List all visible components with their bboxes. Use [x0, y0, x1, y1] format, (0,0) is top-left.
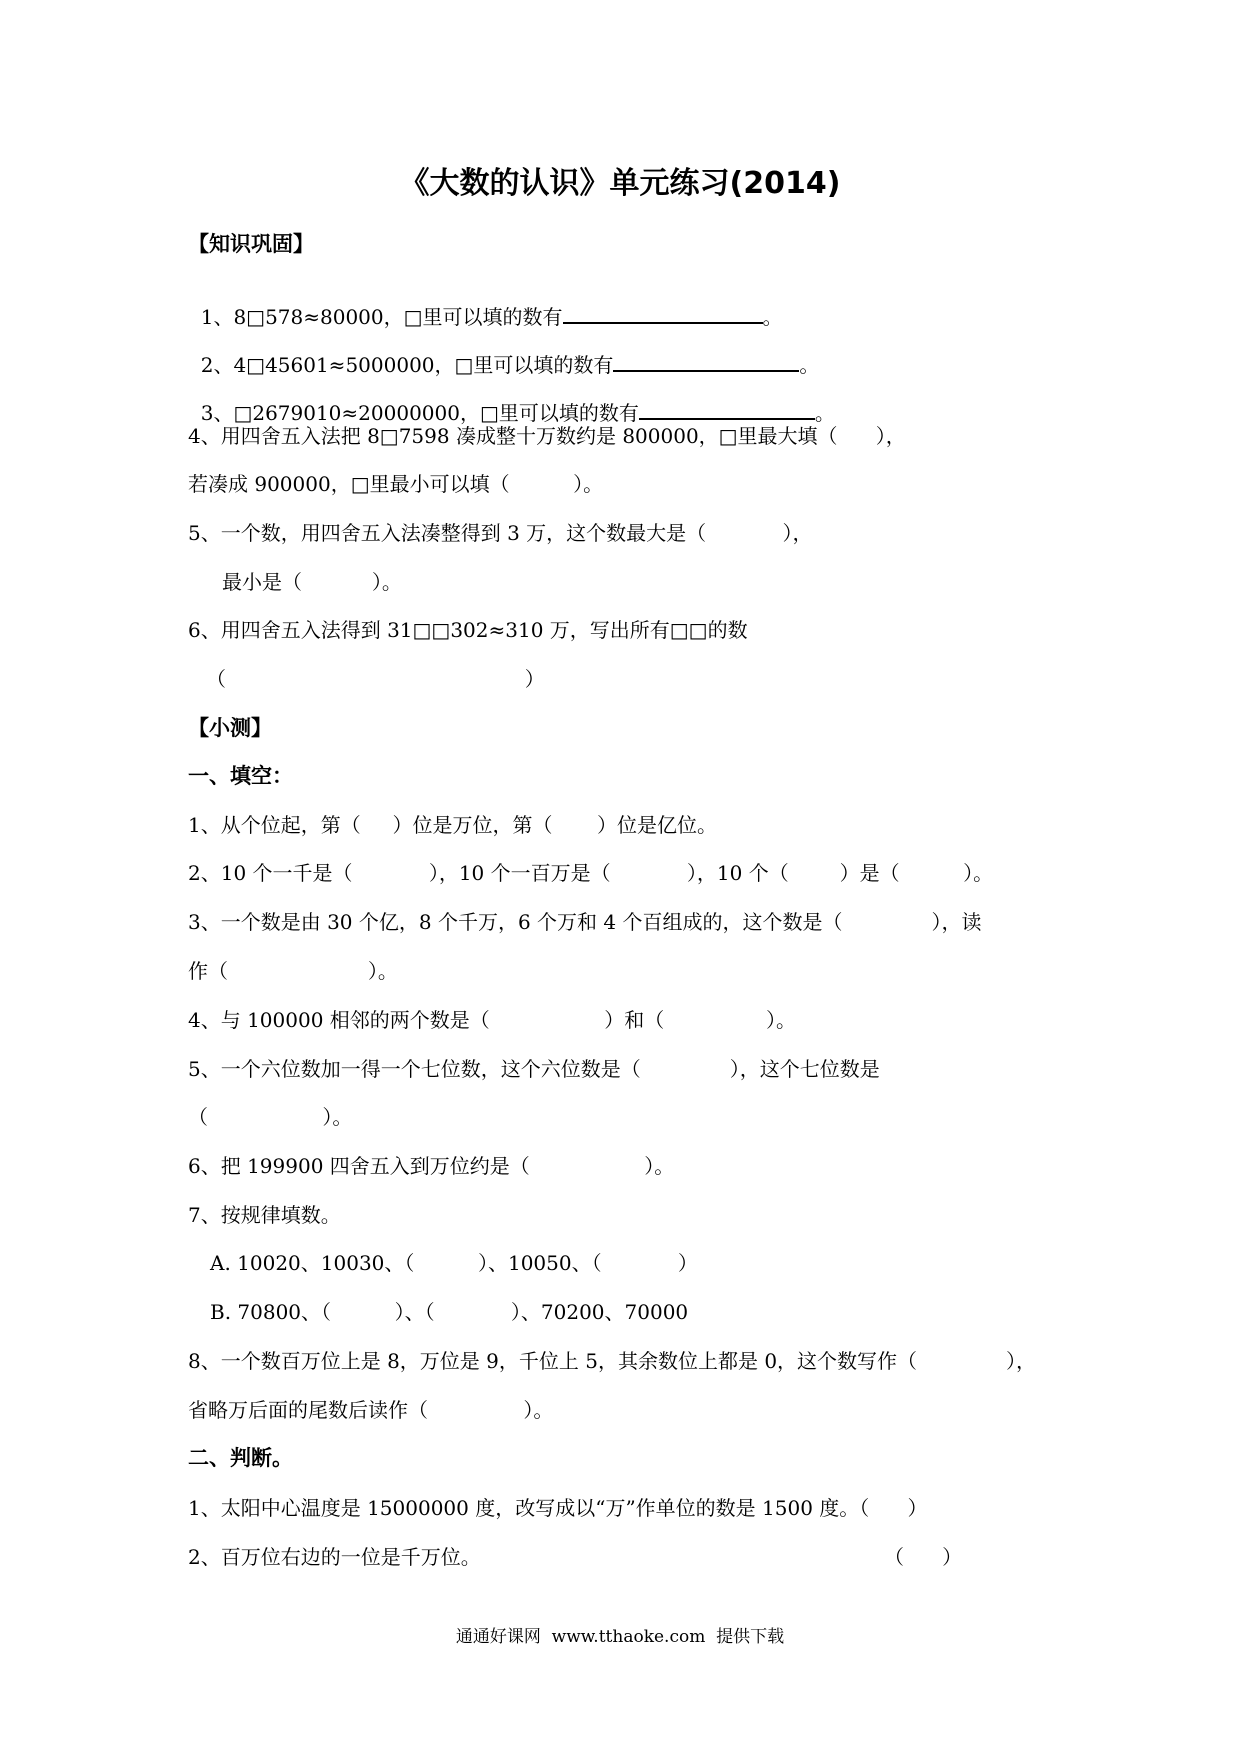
answer-blank[interactable]	[563, 302, 763, 324]
question-review-1	[188, 278, 783, 329]
question-text: 2、4□45601≈5000000，□里可以填的数有	[200, 353, 614, 377]
section-heading-review: 【知识巩固】	[188, 232, 314, 256]
footer-credit: 通通好课网 www.tthaoke.com 提供下载	[455, 1627, 785, 1647]
question-fill-8-line2: 省略万后面的尾数后读作（ ）。	[188, 1398, 554, 1422]
question-judge-1: 1、太阳中心温度是 15000000 度，改写成以“万”作单位的数是 1500 度。（ ）	[188, 1496, 928, 1520]
answer-blank[interactable]	[613, 350, 799, 372]
part-heading-judge: 二、判断。	[188, 1446, 293, 1470]
question-review-4-line2: 若凑成 900000，□里最小可以填（ ）。	[188, 472, 604, 496]
question-review-6-line2: （ ）	[206, 667, 545, 691]
question-fill-5-line1: 5、一个六位数加一得一个七位数，这个六位数是（ ），这个七位数是	[188, 1057, 880, 1081]
question-fill-1: 1、从个位起，第（ ）位是万位，第（ ）位是亿位。	[188, 813, 718, 837]
question-tail: 。	[799, 353, 820, 377]
question-review-6-line1: 6、用四舍五入法得到 31□□302≈310 万，写出所有□□的数	[188, 618, 748, 642]
question-fill-8-line1: 8、一个数百万位上是 8，万位是 9，千位上 5，其余数位上都是 0，这个数写作（ ），	[188, 1349, 1037, 1373]
question-review-5-line1: 5、一个数，用四舍五入法凑整得到 3 万，这个数最大是（ ），	[188, 521, 813, 545]
question-review-5-line2: 最小是（ ）。	[222, 570, 402, 594]
answer-blank[interactable]	[639, 398, 815, 420]
question-review-4-line1: 4、用四舍五入法把 8□7598 凑成整十万数约是 800000，□里最大填（ ），	[188, 424, 906, 448]
question-fill-6: 6、把 199900 四舍五入到万位约是（ ）。	[188, 1154, 675, 1178]
question-tail: 。	[814, 401, 835, 425]
question-fill-4: 4、与 100000 相邻的两个数是（ ）和（ ）。	[188, 1008, 796, 1032]
question-text: 1、8□578≈80000，□里可以填的数有	[200, 305, 563, 329]
question-review-3	[188, 374, 835, 425]
part-heading-fill: 一、填空：	[188, 764, 293, 788]
question-fill-7b: B. 70800、（ ）、（ ）、70200、70000	[210, 1300, 689, 1324]
question-fill-7a: A. 10020、10030、（ ）、10050、（ ）	[210, 1251, 698, 1275]
judge-answer-paren[interactable]: （ ）	[884, 1545, 963, 1569]
question-tail: 。	[762, 305, 783, 329]
question-judge-2: 2、百万位右边的一位是千万位。	[188, 1545, 481, 1569]
question-fill-3-line1: 3、一个数是由 30 个亿，8 个千万，6 个万和 4 个百组成的，这个数是（ ），读	[188, 910, 982, 934]
question-fill-3-line2: 作（ ）。	[188, 959, 398, 983]
section-heading-test: 【小测】	[188, 716, 272, 740]
page-title: 《大数的认识》单元练习(2014)	[399, 166, 841, 201]
question-review-2	[188, 326, 819, 377]
question-fill-7: 7、按规律填数。	[188, 1203, 341, 1227]
question-fill-2: 2、10 个一千是（ ），10 个一百万是（ ），10 个（ ）是（ ）。	[188, 861, 994, 885]
question-fill-5-line2: （ ）。	[188, 1105, 353, 1129]
question-text: 3、□2679010≈20000000，□里可以填的数有	[200, 401, 639, 425]
